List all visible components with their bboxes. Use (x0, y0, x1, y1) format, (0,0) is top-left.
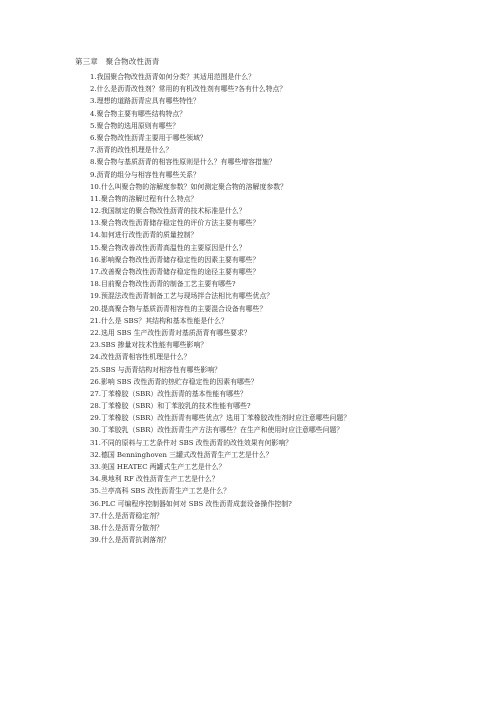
question-item: 6.聚合物改性沥青主要用于哪些领域？ (90, 133, 207, 142)
question-item: 38.什么是沥青分散剂？ (90, 523, 163, 532)
question-item: 34.奥地利 RF 改性沥青生产工艺是什么？ (90, 475, 219, 484)
question-item: 13.聚合物改性沥青储存稳定性的评价方法主要有哪些？ (90, 219, 260, 228)
question-item: 20.提高聚合物与基质沥青相容性的主要混合设备有哪些？ (90, 304, 267, 313)
question-item: 36.PLC 可编程序控制器如何对 SBS 改性沥青成套设备操作控制? (90, 499, 292, 508)
question-item: 25.SBS 与沥青结构对相容性有哪些影响？ (90, 365, 222, 374)
question-item: 39.什么是沥青抗剥落剂？ (90, 536, 170, 545)
chapter-title: 第三章 聚合物改性沥青 (75, 57, 160, 66)
question-item: 7.沥青的改性机理是什么？ (90, 146, 173, 155)
question-item: 32.德国 Benninghoven 三罐式改性沥青生产工艺是什么？ (90, 450, 273, 459)
question-item: 5.聚合物的选用原则有哪些？ (90, 121, 180, 130)
question-item: 33.美国 HEATEC 两罐式生产工艺是什么？ (90, 463, 226, 471)
question-list (90, 71, 350, 546)
question-item: 21.什么是 SBS？其结构和基本性能是什么？ (90, 316, 228, 325)
question-item: 24.改性沥青相容性机理是什么？ (90, 353, 191, 362)
question-item: 26.影响 SBS 改性沥青的热贮存稳定性的因素有哪些？ (90, 377, 258, 386)
question-item: 28.丁苯橡胶（SBR）和丁苯胶乳的技术性能有哪些? (90, 402, 251, 411)
question-item: 12.我国制定的聚合物改性沥青的技术标准是什么？ (90, 207, 246, 216)
question-item: 8.聚合物与基质沥青的相容性原则是什么？有哪些增容措施？ (90, 158, 276, 167)
question-item: 1.我国聚合物改性沥青如何分类？其适用范围是什么？ (90, 73, 256, 81)
question-item: 11.聚合物的溶解过程有什么特点？ (90, 194, 198, 203)
question-item: 14.如何进行改性沥青的质量控制？ (90, 231, 198, 240)
question-item: 31.不同的原料与工艺条件对 SBS 改性沥青的改性效果有何影响？ (90, 438, 293, 447)
question-item: 16.影响聚合物改性沥青储存稳定性的因素主要有哪些？ (90, 255, 260, 264)
question-item: 23.SBS 掺量对技术性能有哪些影响？ (90, 341, 208, 350)
question-item: 19.预混法改性沥青制备工艺与现场拌合法相比有哪些优点？ (90, 292, 274, 301)
question-item: 18.目前聚合物改性沥青的制备工艺主要有哪些? (90, 280, 236, 289)
question-item: 15.聚合物改善改性沥青高温性的主要原因是什么？ (90, 243, 246, 252)
question-item: 29.丁苯橡胶（SBR）改性沥青有哪些优点？选用丁苯橡胶改性剂时应注意哪些问题？ (90, 414, 351, 423)
question-item: 22.选用 SBS 生产改性沥青对基质沥青有哪些要求？ (90, 328, 251, 337)
question-item: 10.什么叫聚合物的溶解度参数？如何测定聚合物的溶解度参数？ (90, 182, 288, 191)
question-item: 9.沥青的组分与相容性有哪些关系？ (90, 170, 200, 179)
question-item: 2.什么是沥青改性剂？常用的有机改性剂有哪些?各有什么特点？ (90, 85, 287, 94)
question-item: 27.丁苯橡胶（SBR）改性沥青的基本性能有哪些？ (90, 389, 247, 398)
question-item: 35.兰亭高科 SBS 改性沥青生产工艺是什么？ (90, 487, 231, 496)
question-item: 3.理想的道路沥青应具有哪些特性？ (90, 97, 200, 106)
question-item: 30.丁苯胶乳（SBR）改性沥青生产方法有哪些？在生产和使用时应注意哪些问题？ (90, 426, 344, 435)
question-item: 4.聚合物主要有哪些结构特点？ (90, 109, 187, 118)
question-item: 17.改善聚合物改性沥青储存稳定性的途径主要有哪些？ (90, 268, 260, 276)
question-item: 37.什么是沥青稳定剂？ (90, 511, 163, 520)
